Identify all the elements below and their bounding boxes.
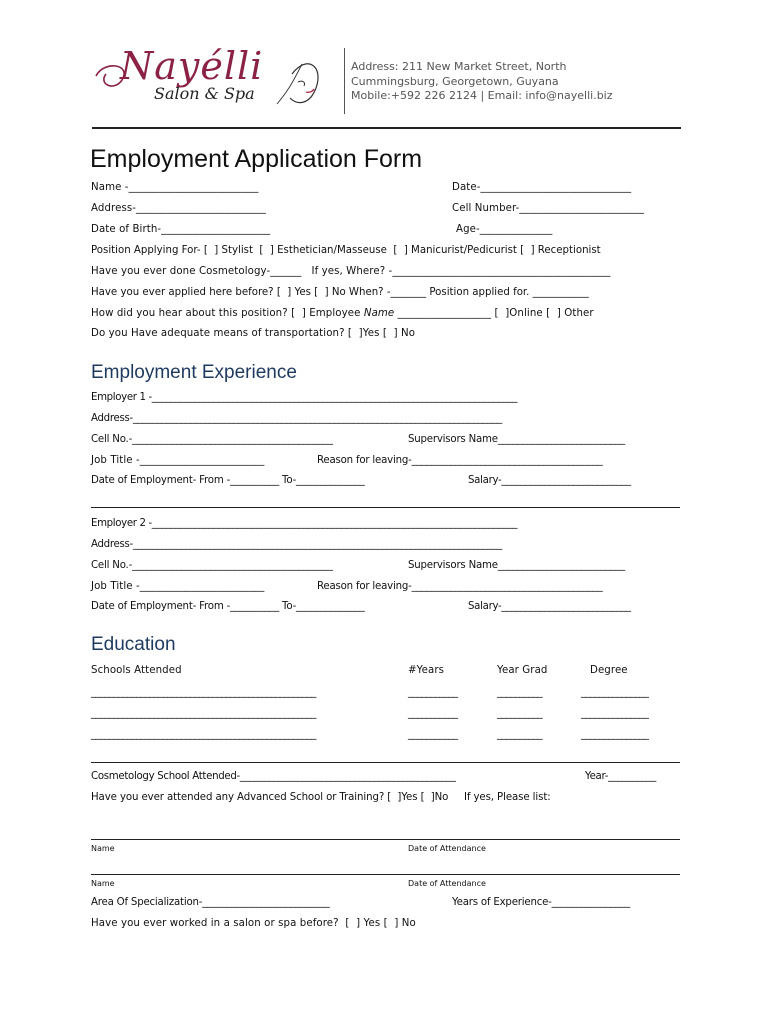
school-row-1-years[interactable]: ___________: [408, 687, 458, 698]
hear-about-suffix[interactable]: __________________ [ ]Online [ ] Other: [394, 308, 594, 319]
years-of-experience-field[interactable]: Years of Experience-________________: [452, 897, 630, 908]
employer-2-dates-field[interactable]: Date of Employment- From -__________ To-______________: [91, 601, 365, 612]
cosmetology-where-field[interactable]: If yes, Where? -__________________________________________: [311, 266, 611, 277]
employer-separator: [91, 507, 680, 508]
training-entry-line-1[interactable]: [91, 839, 680, 840]
salon-experience-question[interactable]: Have you ever worked in a salon or spa before? [ ] Yes [ ] No: [91, 918, 416, 929]
employer-2-field[interactable]: Employer 2 -_____________________________________________________________________________: [91, 518, 518, 529]
cosmetology-question[interactable]: [91, 266, 610, 277]
address-line-1: Address: 211 New Market Street, North: [351, 60, 567, 73]
employer-2-reason-field[interactable]: Reason for leaving-_______________________________________: [317, 581, 603, 592]
education-separator: [91, 762, 680, 763]
cell-number-field[interactable]: Cell Number-________________________: [452, 203, 645, 214]
employment-experience-heading: Employment Experience: [91, 362, 297, 383]
employer-1-reason-field[interactable]: Reason for leaving-_______________________________________: [317, 455, 603, 466]
cosmetology-year-field[interactable]: Year-__________: [585, 771, 657, 782]
school-row-3-grad[interactable]: __________: [497, 729, 542, 740]
employee-name-label: Name: [363, 308, 395, 319]
school-row-3-school[interactable]: __________________________________________________: [91, 729, 316, 740]
school-row-1-degree[interactable]: _______________: [581, 687, 649, 698]
brand-subtitle: Salon & Spa: [154, 84, 255, 103]
employer-1-job-title-field[interactable]: Job Title -________________________: [91, 455, 265, 466]
training-entry-line-2[interactable]: [91, 874, 680, 875]
address-field[interactable]: Address-_________________________: [91, 203, 266, 214]
school-row-2-degree[interactable]: _______________: [581, 708, 649, 719]
education-heading: Education: [91, 634, 176, 655]
position-applying-checkboxes[interactable]: Position Applying For- [ ] Stylist [ ] Esthetician/Masseuse [ ] Manicurist/Pedicurist [ ] Receptionist: [91, 245, 601, 256]
area-of-specialization-field[interactable]: Area Of Specialization-__________________________: [91, 897, 330, 908]
employer-1-supervisor-field[interactable]: Supervisors Name__________________________: [408, 434, 626, 445]
employer-1-field[interactable]: Employer 1 -_____________________________________________________________________________: [91, 392, 518, 403]
date-field[interactable]: Date-_____________________________: [452, 182, 632, 193]
col-schools-attended: Schools Attended: [91, 665, 182, 676]
school-row-2-grad[interactable]: __________: [497, 708, 542, 719]
header-rule: [92, 127, 681, 129]
cosmetology-school-field[interactable]: Cosmetology School Attended-_____________________________________________: [91, 771, 456, 782]
employer-2-supervisor-field[interactable]: Supervisors Name__________________________: [408, 560, 626, 571]
hear-about-prefix: How did you hear about this position? [ ] Employee: [91, 308, 364, 319]
employer-1-dates-field[interactable]: Date of Employment- From -__________ To-______________: [91, 475, 365, 486]
school-row-2-years[interactable]: ___________: [408, 708, 458, 719]
col-degree: Degree: [590, 665, 628, 676]
advanced-training-question[interactable]: Have you ever attended any Advanced School or Training? [ ]Yes [ ]No If yes, Please list:: [91, 792, 551, 803]
applied-before-question[interactable]: Have you ever applied here before? [ ] Yes [ ] No When? -_______ Position applied for. ___________: [91, 287, 589, 298]
logo: [92, 44, 332, 116]
employer-2-address-field[interactable]: Address-_____________________________________________________________________________: [91, 539, 502, 550]
date-of-birth-field[interactable]: Date of Birth-_____________________: [91, 224, 271, 235]
address-line-2: Cummingsburg, Georgetown, Guyana: [351, 75, 559, 88]
hear-about-question[interactable]: [91, 308, 594, 319]
transportation-question[interactable]: Do you Have adequate means of transportation? [ ]Yes [ ] No: [91, 328, 416, 339]
school-row-2-school[interactable]: __________________________________________________: [91, 708, 316, 719]
name-field[interactable]: Name -_________________________: [91, 182, 259, 193]
col-year-grad: Year Grad: [497, 665, 548, 676]
employer-2-salary-field[interactable]: Salary-___________________________: [468, 601, 631, 612]
employer-1-address-field[interactable]: Address-_____________________________________________________________________________: [91, 413, 502, 424]
school-row-3-degree[interactable]: _______________: [581, 729, 649, 740]
employer-1-cell-field[interactable]: Cell No.-_________________________________________: [91, 434, 333, 445]
employer-1-salary-field[interactable]: Salary-___________________________: [468, 475, 631, 486]
header-divider: [344, 48, 345, 114]
school-row-1-grad[interactable]: __________: [497, 687, 542, 698]
training-date-label-2: Date of Attendance: [408, 879, 486, 888]
school-row-3-years[interactable]: ___________: [408, 729, 458, 740]
cosmetology-field[interactable]: Have you ever done Cosmetology-______: [91, 266, 312, 277]
page-title: Employment Application Form: [90, 145, 423, 173]
age-field[interactable]: Age-______________: [456, 224, 553, 235]
col-years: #Years: [408, 665, 445, 676]
school-row-1-school[interactable]: __________________________________________________: [91, 687, 316, 698]
brand-name: Nayélli: [120, 44, 264, 88]
employer-2-job-title-field[interactable]: Job Title -________________________: [91, 581, 265, 592]
training-name-label-2: Name: [91, 879, 115, 888]
employer-2-cell-field[interactable]: Cell No.-_________________________________________: [91, 560, 333, 571]
contact-line: Mobile:+592 226 2124 | Email: info@nayelli.biz: [351, 89, 613, 102]
training-name-label-1: Name: [91, 844, 115, 853]
training-date-label-1: Date of Attendance: [408, 844, 486, 853]
